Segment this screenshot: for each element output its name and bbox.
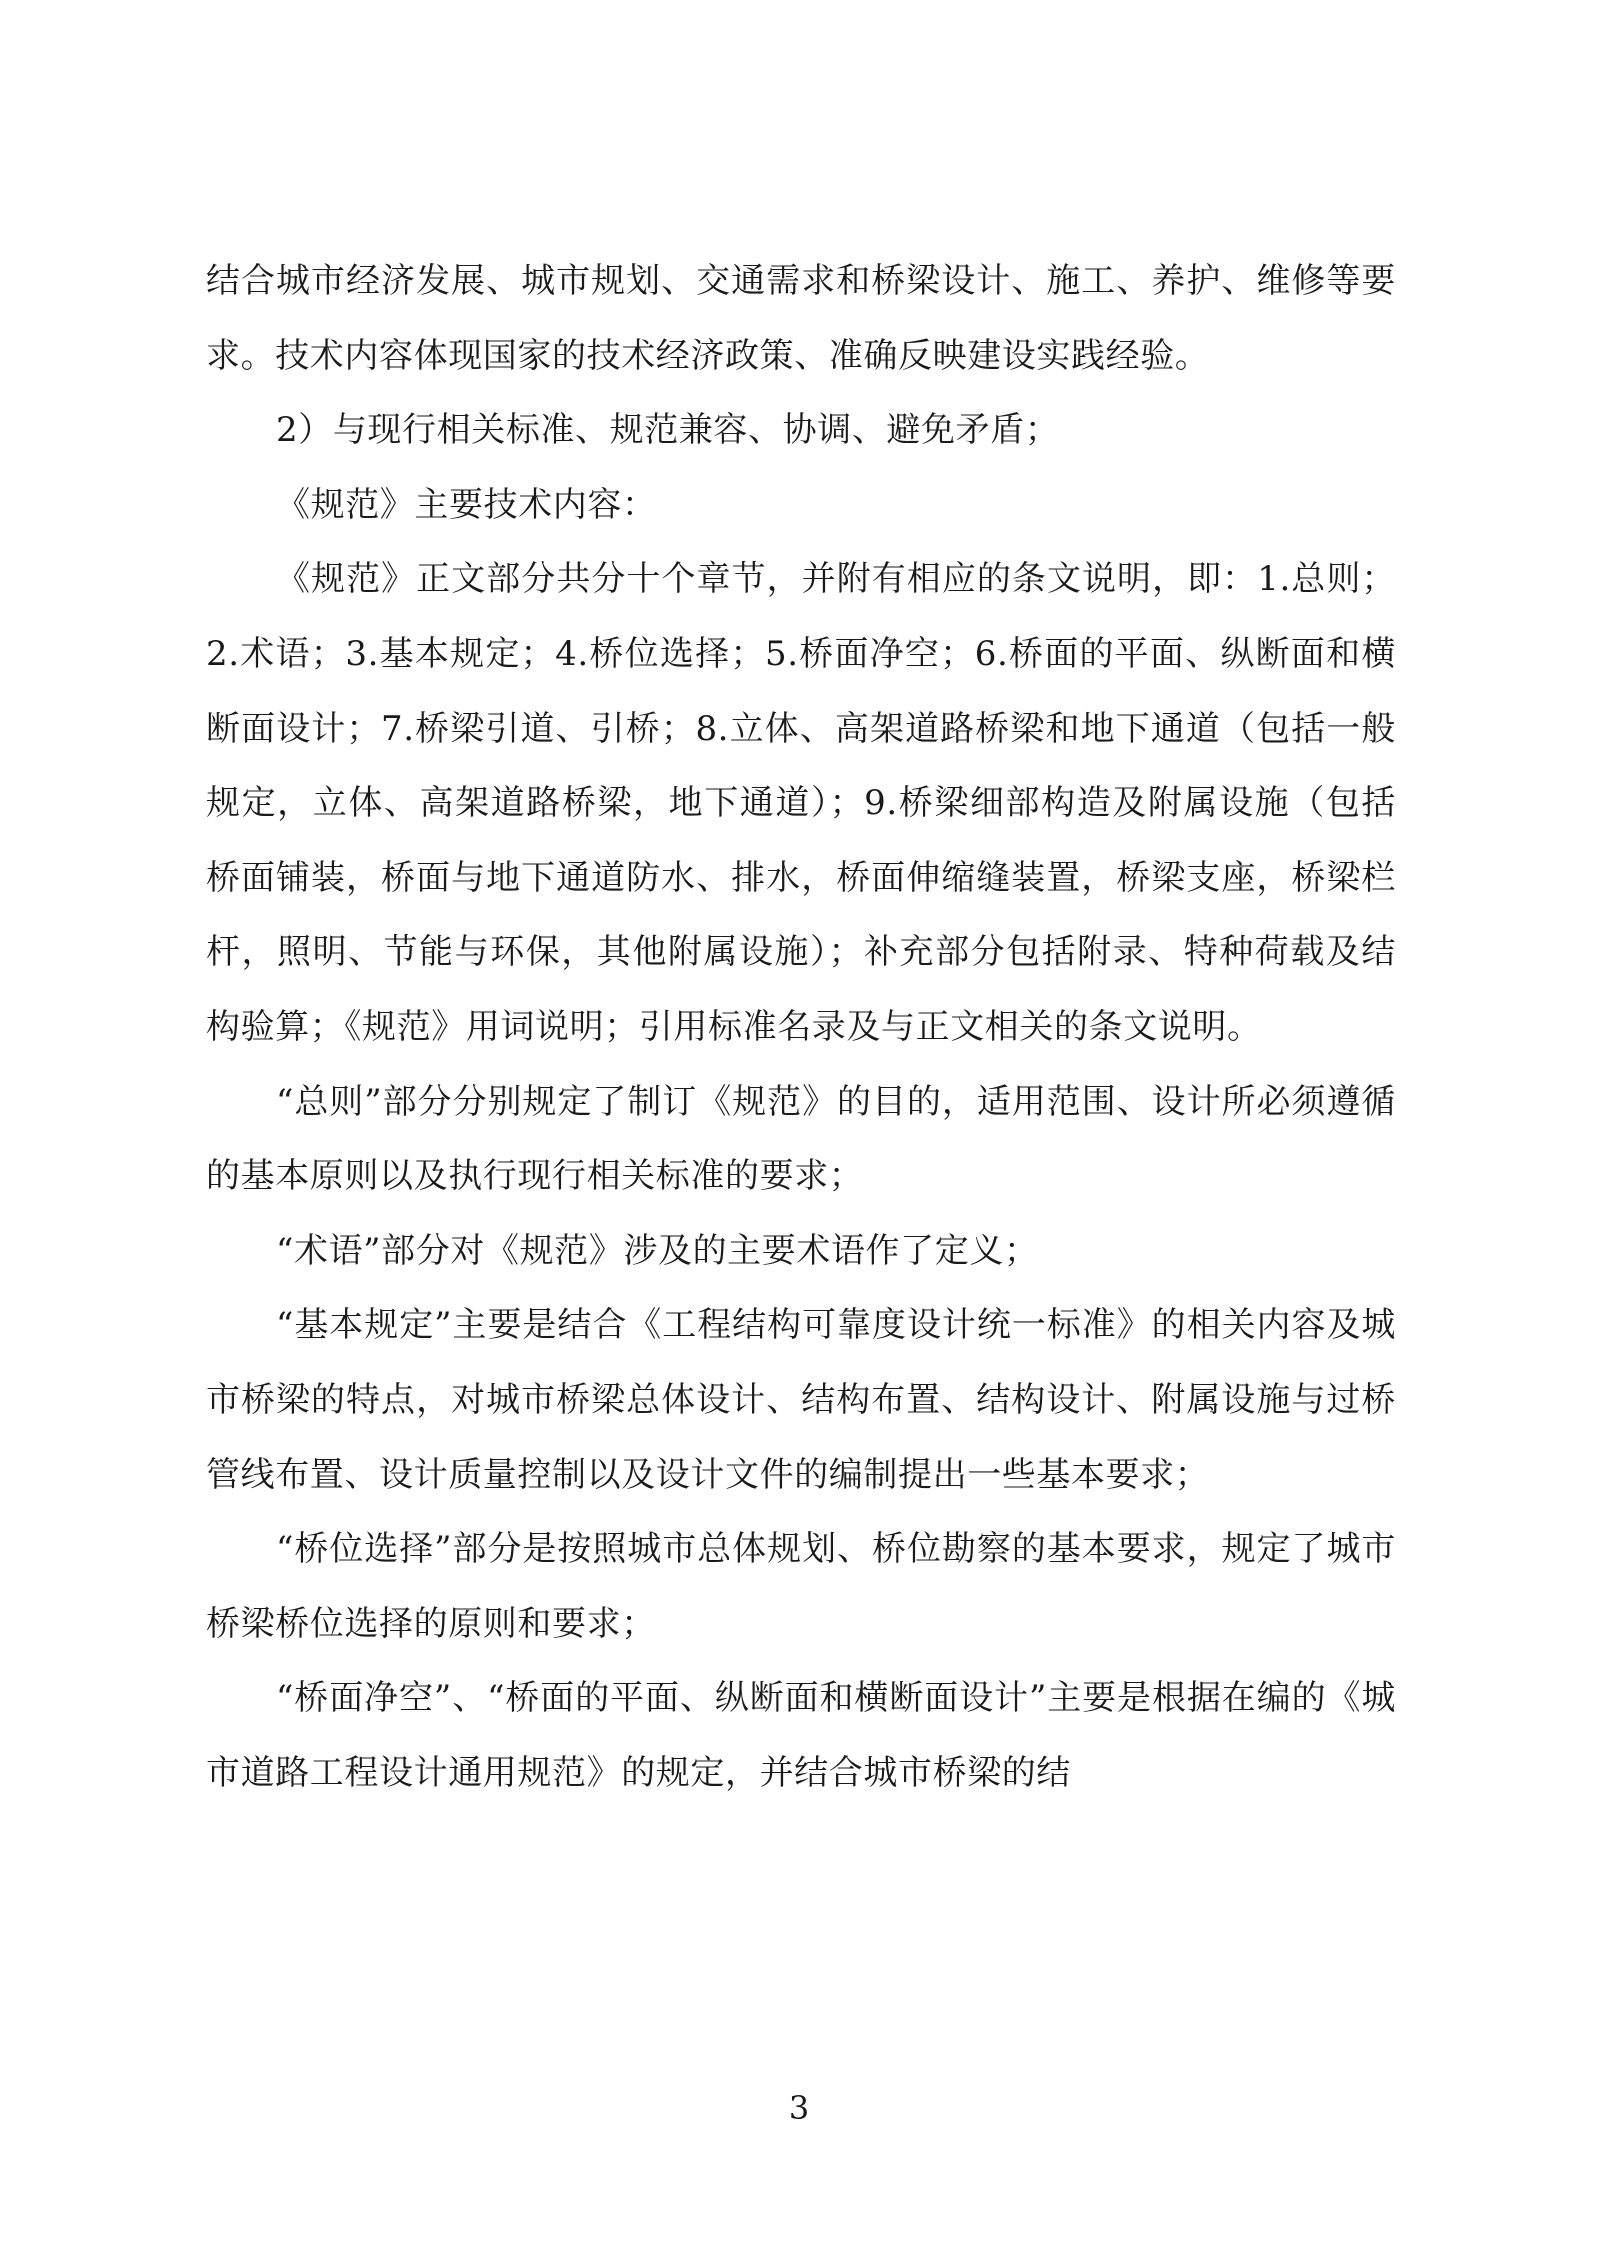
page-number: 3 — [788, 2089, 810, 2127]
paragraph-basic-requirements: “基本规定”主要是结合《工程结构可靠度设计统一标准》的相关内容及城市桥梁的特点，对城市桥梁总体设计、结构布置、结构设计、附属设施与过桥管线布置、设计质量控制以及设计文件的编制提出一些基本要求； — [206, 1305, 1396, 1495]
paragraph-item-2: 2）与现行相关标准、规范兼容、协调、避免矛盾； — [276, 410, 1060, 451]
paragraph-deck-clearance: “桥面净空”、“桥面的平面、纵断面和横断面设计”主要是根据在编的《城市道路工程设计通用规范》的规定，并结合城市桥梁的结 — [206, 1678, 1396, 1793]
paragraph-chapter-list: 《规范》正文部分共分十个章节，并附有相应的条文说明，即：1.总则；2.术语；3.基本规定；4.桥位选择；5.桥面净空；6.桥面的平面、纵断面和横断面设计；7.桥梁引道、引桥；8.立体、高架道路桥梁和地下通道（包括一般规定，立体、高架道路桥梁，地下通道）；9.桥梁细部构造及附属设施（包括桥面铺装，桥面与地下通道防水、排水，桥面伸缩缝装置，桥梁支座，桥梁栏杆，照明、节能与环保，其他附属设施）；补充部分包括附录、特种荷载及结构验算；《规范》用词说明；引用标准名录及与正文相关的条文说明。 — [206, 559, 1396, 1047]
paragraph-bridge-site-selection: “桥位选择”部分是按照城市总体规划、桥位勘察的基本要求，规定了城市桥梁桥位选择的原则和要求； — [206, 1529, 1396, 1644]
paragraph-continuation: 结合城市经济发展、城市规划、交通需求和桥梁设计、施工、养护、维修等要求。技术内容体现国家的技术经济政策、准确反映建设实践经验。 — [206, 261, 1396, 376]
paragraph-terms: “术语”部分对《规范》涉及的主要术语作了定义； — [276, 1230, 1039, 1271]
paragraph-main-content-heading: 《规范》主要技术内容： — [276, 484, 657, 525]
paragraph-general-provisions: “总则”部分分别规定了制订《规范》的目的，适用范围、设计所必须遵循的基本原则以及执行现行相关标准的要求； — [206, 1081, 1396, 1197]
body-text — [206, 244, 1396, 1810]
